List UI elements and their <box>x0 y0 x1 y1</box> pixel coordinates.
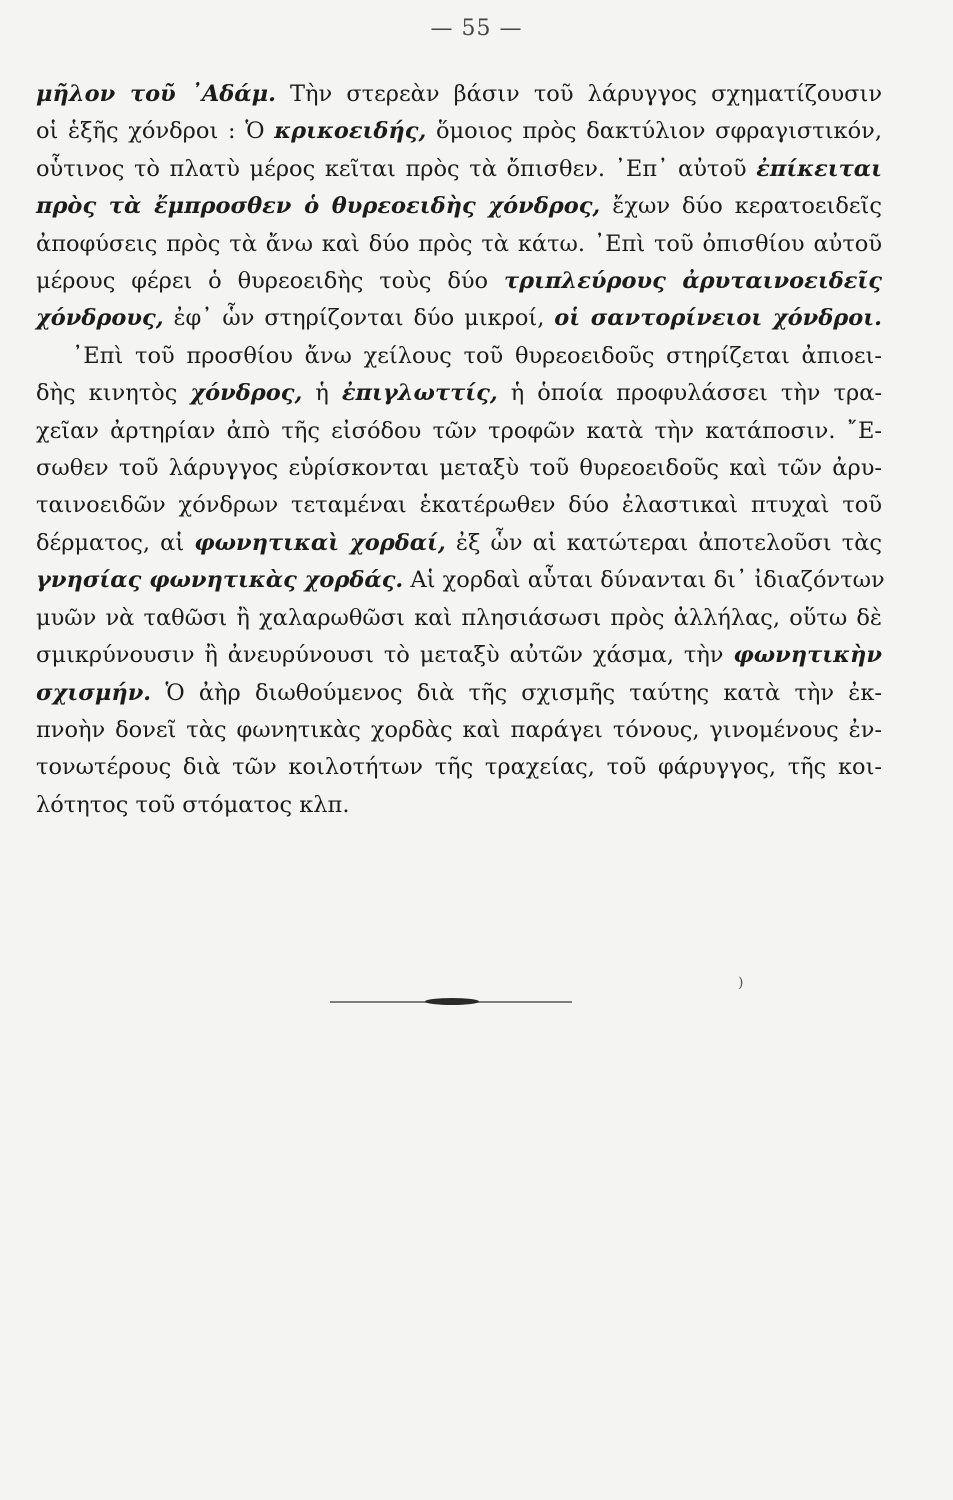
bold-term: χόνδρος, <box>190 380 303 407</box>
text-line: μυῶν νὰ ταθῶσι ἢ χαλαρωθῶσι καὶ πλησιάσωσι πρὸς ἀλλήλας, οὕτω δὲ <box>36 604 882 631</box>
bold-term: σχισμήν. <box>36 679 152 706</box>
text-line: σμικρύνουσιν ἢ ἀνευρύνουσι τὸ μεταξὺ αὐτῶν χάσμα, τὴν φωνητικὴν <box>36 642 882 669</box>
text-line: ἀποφύσεις πρὸς τὰ ἄνω καὶ δύο πρὸς τὰ κάτω. ᾿Επὶ τοῦ ὀπισθίου αὐτοῦ <box>36 230 882 257</box>
bold-term: κρικοειδής, <box>274 118 427 145</box>
bold-term: μῆλον τοῦ ᾿Αδάμ. <box>36 81 276 107</box>
bold-term: ἐπιγλωττίς, <box>341 380 498 407</box>
text-line: ταινοειδῶν χόνδρων τεταμέναι ἑκατέρωθεν δύο ἐλαστικαὶ πτυχαὶ τοῦ <box>36 492 882 519</box>
text-line: δέρματος, αἱ φωνητικαὶ χορδαί, ἐξ ὧν αἱ κατώτεραι ἀποτελοῦσι τὰς <box>36 529 882 556</box>
page-text <box>36 76 885 824</box>
page-number: — 55 — <box>430 16 523 41</box>
bold-term: γνησίας φωνητικὰς χορδάς. <box>36 567 404 594</box>
text-line: δὴς κινητὸς χόνδρος, ἡ ἐπιγλωττίς, ἡ ὁποία προφυλάσσει τὴν τρα- <box>36 380 882 407</box>
text-line: ᾿Επὶ τοῦ προσθίου ἄνω χείλους τοῦ θυρεοειδοῦς στηρίζεται ἀπιοει- <box>72 342 882 369</box>
text-line: χόνδρους, ἐφ᾿ ὧν στηρίζονται δύο μικροί, οἱ σαντορίνειοι χόνδροι. <box>36 305 882 332</box>
stray-mark: ) <box>738 975 744 991</box>
text-line: πνοὴν δονεῖ τὰς φωνητικὰς χορδὰς καὶ παράγει τόνους, γινομένους ἐν- <box>36 716 882 743</box>
text-line: λότητος τοῦ στόματος κλπ. <box>36 791 350 818</box>
text-line: τονωτέρους διὰ τῶν κοιλοτήτων τῆς τραχείας, τοῦ φάρυγγος, τῆς κοι- <box>36 754 882 781</box>
text-line: σχισμήν. Ὁ ἀὴρ διωθούμενος διὰ τῆς σχισμῆς ταύτης κατὰ τὴν ἐκ- <box>36 679 882 706</box>
divider-ornament <box>425 998 479 1005</box>
text-line: μέρους φέρει ὁ θυρεοειδὴς τοὺς δύο τριπλεύρους ἀρυταινοειδεῖς <box>36 268 883 295</box>
bold-term: φωνητικαὶ χορδαί, <box>194 529 446 556</box>
bold-term: οἱ σαντορίνειοι χόνδροι. <box>554 305 882 332</box>
text-line: χεῖαν ἀρτηρίαν ἀπὸ τῆς εἰσόδου τῶν τροφῶν κατὰ τὴν κατάποσιν. ῎Ε- <box>36 417 882 444</box>
text-line: γνησίας φωνητικὰς χορδάς. Αἱ χορδαὶ αὗται δύνανται δι᾿ ἰδιαζόντων <box>36 567 885 594</box>
text-line: οἱ ἑξῆς χόνδροι : Ὁ κρικοειδής, ὅμοιος πρὸς δακτύλιον σφραγιστικόν, <box>36 118 882 145</box>
text-line: πρὸς τὰ ἔμπροσθεν ὁ θυρεοειδὴς χόνδρος, ἔχων δύο κερατοειδεῖς <box>36 193 882 220</box>
text-line: σωθεν τοῦ λάρυγγος εὑρίσκονται μεταξὺ τοῦ θυρεοειδοῦς καὶ τῶν ἀρυ- <box>36 455 882 482</box>
bold-term: τριπλεύρους ἀρυταινοειδεῖς <box>503 268 883 295</box>
bold-term: φωνητικὴν <box>733 642 882 669</box>
text-line: μῆλον τοῦ ᾿Αδάμ. Τὴν στερεὰν βάσιν τοῦ λάρυγγος σχηματίζουσιν <box>36 81 882 107</box>
bold-term: πρὸς τὰ ἔμπροσθεν ὁ θυρεοειδὴς χόνδρος, <box>36 193 601 220</box>
text-line: οὗτινος τὸ πλατὺ μέρος κεῖται πρὸς τὰ ὄπισθεν. ᾿Επ᾿ αὐτοῦ ἐπίκειται <box>36 155 882 182</box>
bold-term: χόνδρους, <box>36 305 164 332</box>
bold-term: ἐπίκειται <box>756 155 882 182</box>
